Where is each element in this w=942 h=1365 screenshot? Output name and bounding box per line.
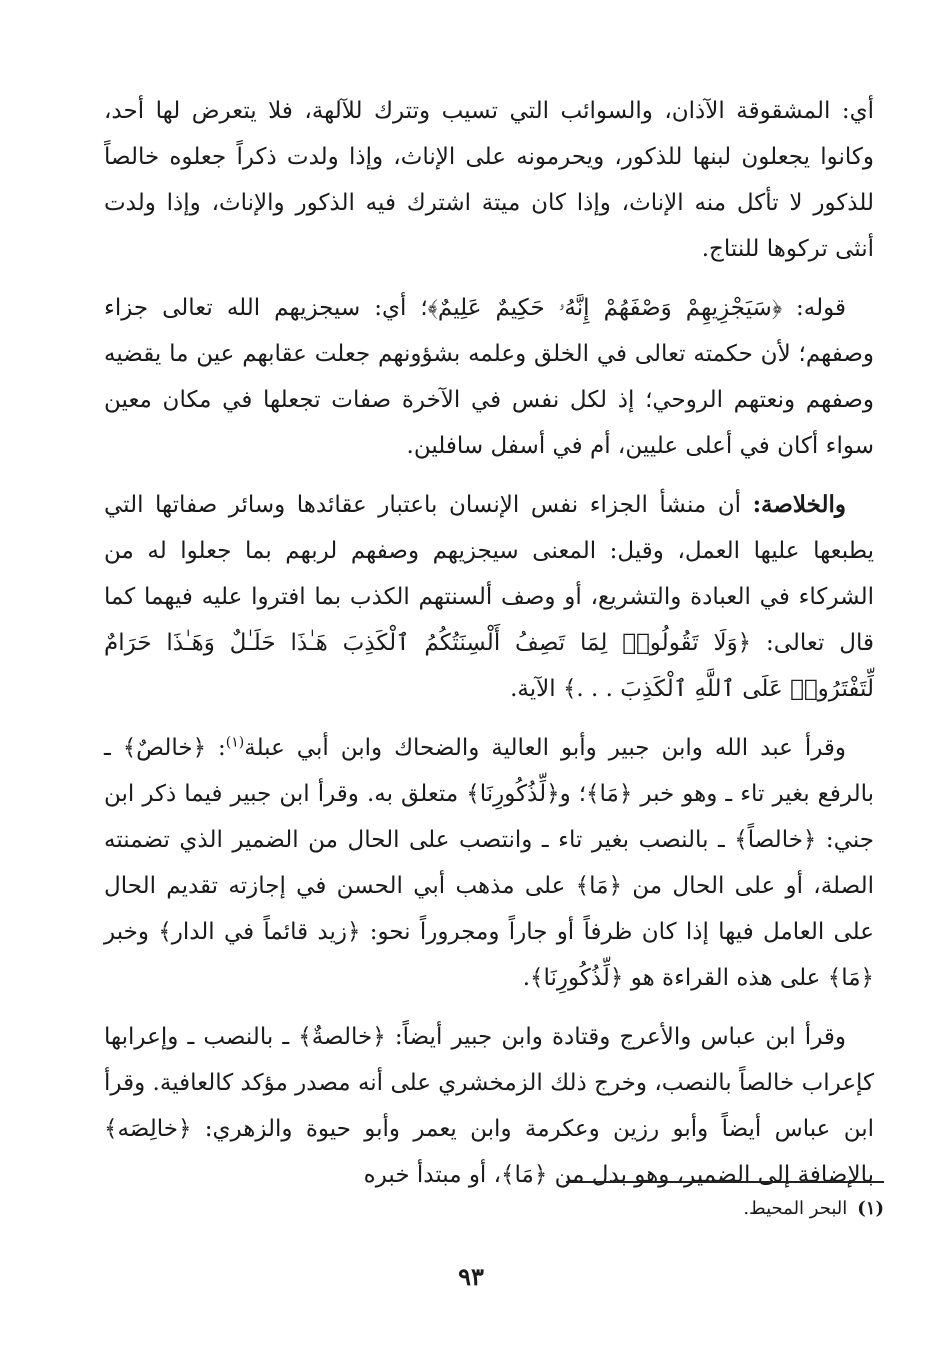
paragraph-text: وقرأ ابن عباس والأعرج وقتادة وابن جبير أيضاً: ﴿خالصةٌ﴾ ـ بالنصب ـ وإعرابها كإعراب خالصاً بالنصب، وخرج ذلك الزمخشري على أنه مصدر مؤكد كالعافية. وقرأ ابن عباس أيضاً وأبو رزين وعكرمة وابن يعمر وأبو حيوة والزهري: ﴿خالِصَه﴾ بالإضافة إلى الضمير، وهو بدل من ﴿مَا﴾، أو مبتدأ خبره xyxy=(104,1024,874,1188)
footnote-reference: (١) xyxy=(225,734,245,751)
paragraph-2 xyxy=(104,285,874,469)
paragraph-text: أن منشأ الجزاء نفس الإنسان باعتبار عقائدها وسائر صفاتها التي يطبعها عليها العمل، وقيل: المعنى سيجزيهم وصفهم لربهم بما جعلوا له من الشركاء في العبادة والتشريع، أو وصف ألسنتهم الكذب بما افتروا عليه فيهما كما قال تعالى: xyxy=(104,492,874,656)
paragraph-1 xyxy=(104,88,874,272)
paragraph-text: أي: المشقوقة الآذان، والسوائب التي تسيب وتترك للآلهة، فلا يتعرض لها أحد، وكانوا يجعلون لبنها للذكور، ويحرمونه على الإناث، وإذا ولدت ذكراً جعلوه خالصاً للذكور لا تأكل منه الإناث، وإذا كان ميتة اشترك فيه الذكور والإناث، وإذا ولدت أنثى تركوها للنتاج. xyxy=(104,98,874,262)
quran-verse: ﴿وَلَا تَقُولُوا۟ لِمَا تَصِفُ أَلْسِنَتُكُمُ ٱلْكَذِبَ هَـٰذَا حَلَـٰلٌ وَهَـٰذَا حَرَامٌ لِّتَفْتَرُوا۟ عَلَى ٱللَّهِ ٱلْكَذِبَ . . .﴾ xyxy=(104,630,874,702)
quran-verse: ﴿سَيَجْزِيهِمْ وَصْفَهُمْ إِنَّهُۥ حَكِيمٌ عَلِيمٌ﴾ xyxy=(427,295,783,321)
footnote-number: (١) xyxy=(857,1198,884,1219)
paragraph-text-end: الآية. xyxy=(510,676,563,702)
page-number: ٩٣ xyxy=(458,1262,484,1291)
paragraph-4 xyxy=(104,725,874,1001)
footnote-text: البحر المحيط. xyxy=(743,1198,848,1219)
footnote xyxy=(104,1194,884,1224)
paragraph-text: وقرأ عبد الله وابن جبير وأبو العالية والضحاك وابن أبي عبلة xyxy=(244,735,846,761)
paragraph-text-continued: : ﴿خالصٌ﴾ ـ بالرفع بغير تاء ـ وهو خبر ﴿مَا﴾؛ و﴿لِّذُكُورِنَا﴾ متعلق به. وقرأ ابن جبير فيما ذكر ابن جني: ﴿خالصاً﴾ ـ بالنصب بغير تاء ـ وانتصب على الحال من الضمير الذي تضمنته الصلة، أو على الحال من ﴿مَا﴾ على مذهب أبي الحسن في إجازته تقديم الحال على العامل فيها إذا كان ظرفاً أو جاراً ومجروراً نحو: ﴿زيد قائماً في الدار﴾ وخبر ﴿مَا﴾ على هذه القراءة هو ﴿لِّذُكُورِنَا﴾. xyxy=(104,735,874,991)
main-text xyxy=(104,88,874,1211)
paragraph-3 xyxy=(104,482,874,712)
paragraph-lead: قوله: xyxy=(782,295,846,321)
paragraph-text: ؛ أي: سيجزيهم الله تعالى جزاء وصفهم؛ لأن حكمته تعالى في الخلق وعلمه بشؤونهم جعلت عقابهم عين ما يقضيه وصفهم ونعتهم الروحي؛ إذ لكل نفس في الآخرة صفات تجعلها في مكان معين سواء أكان في أعلى عليين، أم في أسفل سافلين. xyxy=(104,295,874,459)
footnote-divider xyxy=(566,1181,884,1183)
paragraph-5 xyxy=(104,1014,874,1198)
summary-heading: والخلاصة: xyxy=(752,491,846,518)
